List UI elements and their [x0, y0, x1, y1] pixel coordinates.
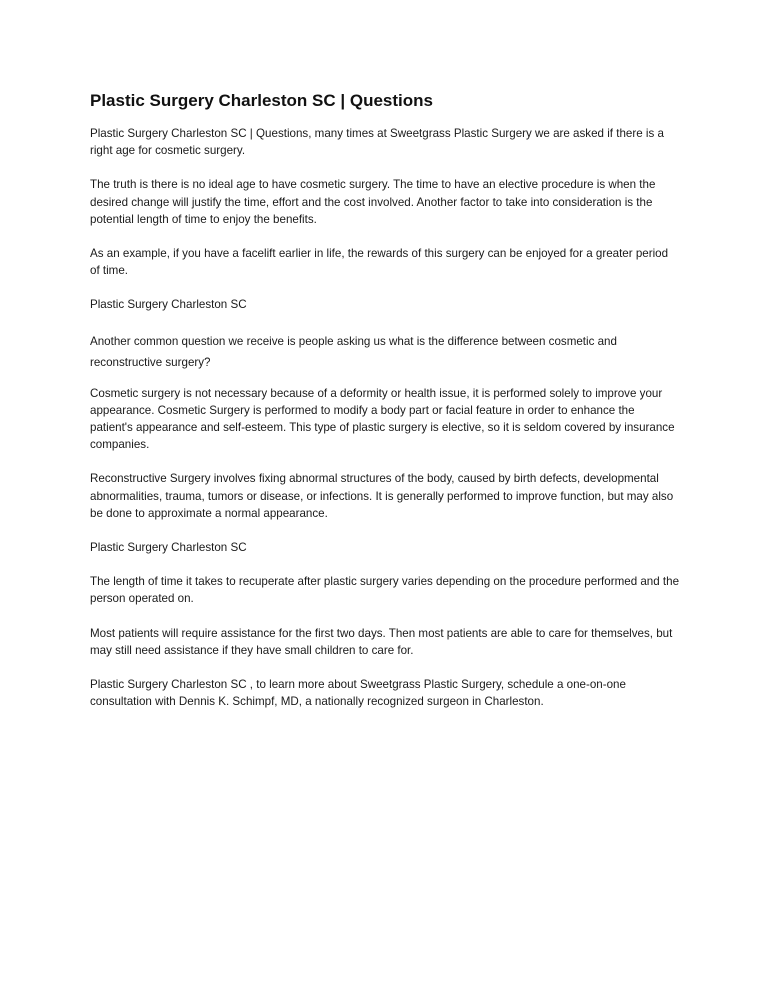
- paragraph-facelift-example: As an example, if you have a facelift earlier in life, the rewards of this surgery can be enjoyed for a greater period of time.: [90, 247, 669, 278]
- paragraph-assistance: Most patients will require assistance for the first two days. Then most patients are able to care for themselves, but may still need assistance if they have small children to care for.: [90, 626, 673, 657]
- paragraph-consultation: Plastic Surgery Charleston SC , to learn more about Sweetgrass Plastic Surgery, schedule a one-on-one consultation with Dennis K. Schimpf, MD, a nationally recognized surgeon in Charleston.: [90, 678, 626, 709]
- paragraph-intro: Plastic Surgery Charleston SC | Questions, many times at Sweetgrass Plastic Surgery we are asked if there is a right age for cosmetic surgery.: [90, 127, 664, 158]
- paragraph-reconstructive-surgery: Reconstructive Surgery involves fixing abnormal structures of the body, caused by birth defects, developmental abnormalities, trauma, tumors or disease, or infections. It is generally performed to improve function, but may also be done to approximate a normal appearance.: [90, 472, 674, 520]
- document-page: [90, 88, 680, 727]
- paragraph-subheading: Plastic Surgery Charleston SC: [90, 298, 247, 312]
- paragraph-common-question: Another common question we receive is people asking us what is the difference between cosmetic and reconstructive surgery?: [90, 334, 617, 369]
- paragraph-ideal-age: The truth is there is no ideal age to have cosmetic surgery. The time to have an elective procedure is when the desired change will justify the time, effort and the cost involved. Another factor to take into consideration is the potential length of time to enjoy the benefits.: [90, 178, 656, 226]
- paragraph-subheading: Plastic Surgery Charleston SC: [90, 541, 247, 555]
- paragraph-cosmetic-surgery: Cosmetic surgery is not necessary because of a deformity or health issue, it is performed solely to improve your appearance. Cosmetic Surgery is performed to modify a body part or facial feature in order to enhance the patient's appearance and self-esteem. This type of plastic surgery is elective, so it is seldom covered by insurance companies.: [90, 386, 675, 452]
- paragraph-recovery-time: The length of time it takes to recuperate after plastic surgery varies depending on the procedure performed and the person operated on.: [90, 575, 680, 606]
- document-title: Plastic Surgery Charleston SC | Questions: [90, 91, 433, 110]
